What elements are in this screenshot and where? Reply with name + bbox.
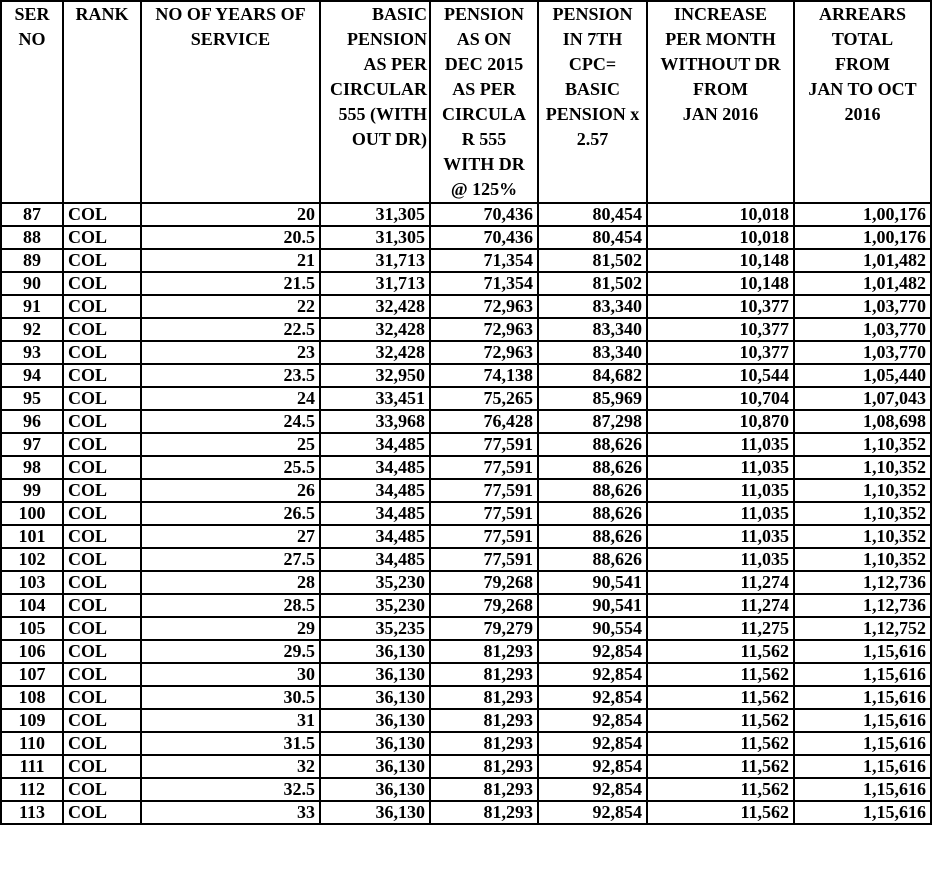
rank-cell: COL bbox=[63, 433, 141, 456]
increase-cell: 11,562 bbox=[647, 640, 794, 663]
arrears-cell: 1,10,352 bbox=[794, 433, 931, 456]
arrears-cell: 1,08,698 bbox=[794, 410, 931, 433]
pension-7th-cpc-cell: 88,626 bbox=[538, 456, 647, 479]
pension-7th-cpc-cell: 80,454 bbox=[538, 226, 647, 249]
arrears-cell: 1,15,616 bbox=[794, 640, 931, 663]
basic-pension-cell: 34,485 bbox=[320, 479, 430, 502]
basic-pension-cell: 34,485 bbox=[320, 456, 430, 479]
increase-cell: 10,704 bbox=[647, 387, 794, 410]
years-cell: 32 bbox=[141, 755, 320, 778]
pension-dec-2015-cell: 76,428 bbox=[430, 410, 538, 433]
ser-no-cell: 95 bbox=[1, 387, 63, 410]
rank-cell: COL bbox=[63, 686, 141, 709]
table-row bbox=[1, 571, 931, 594]
increase-cell: 11,035 bbox=[647, 433, 794, 456]
basic-pension-cell: 36,130 bbox=[320, 755, 430, 778]
basic-pension-cell: 32,950 bbox=[320, 364, 430, 387]
pension-dec-2015-cell: 81,293 bbox=[430, 709, 538, 732]
rank-cell: COL bbox=[63, 548, 141, 571]
ser-no-cell: 102 bbox=[1, 548, 63, 571]
arrears-cell: 1,15,616 bbox=[794, 686, 931, 709]
rank-cell: COL bbox=[63, 801, 141, 824]
ser-no-cell: 92 bbox=[1, 318, 63, 341]
basic-pension-cell: 36,130 bbox=[320, 778, 430, 801]
pension-dec-2015-cell: 81,293 bbox=[430, 663, 538, 686]
pension-7th-cpc-cell: 90,554 bbox=[538, 617, 647, 640]
basic-pension-cell: 31,713 bbox=[320, 249, 430, 272]
ser-no-cell: 94 bbox=[1, 364, 63, 387]
ser-no-cell: 98 bbox=[1, 456, 63, 479]
table-row bbox=[1, 433, 931, 456]
years-cell: 24.5 bbox=[141, 410, 320, 433]
increase-cell: 11,035 bbox=[647, 456, 794, 479]
pension-dec-2015-cell: 77,591 bbox=[430, 502, 538, 525]
pension-7th-cpc-cell: 92,854 bbox=[538, 732, 647, 755]
arrears-cell: 1,10,352 bbox=[794, 548, 931, 571]
arrears-cell: 1,12,736 bbox=[794, 571, 931, 594]
pension-dec-2015-cell: 77,591 bbox=[430, 456, 538, 479]
pension-7th-cpc-cell: 83,340 bbox=[538, 295, 647, 318]
basic-pension-cell: 31,305 bbox=[320, 226, 430, 249]
basic-pension-cell: 34,485 bbox=[320, 548, 430, 571]
pension-dec-2015-cell: 77,591 bbox=[430, 525, 538, 548]
increase-cell: 11,035 bbox=[647, 525, 794, 548]
rank-cell: COL bbox=[63, 778, 141, 801]
table-row bbox=[1, 502, 931, 525]
years-cell: 20.5 bbox=[141, 226, 320, 249]
rank-cell: COL bbox=[63, 594, 141, 617]
header-pension-dec-2015: PENSION AS ON DEC 2015 AS PER CIRCULA R 555 WITH DR @ 125% bbox=[430, 1, 538, 203]
table-row bbox=[1, 364, 931, 387]
ser-no-cell: 104 bbox=[1, 594, 63, 617]
table-row bbox=[1, 341, 931, 364]
years-cell: 26 bbox=[141, 479, 320, 502]
increase-cell: 11,562 bbox=[647, 778, 794, 801]
increase-cell: 11,562 bbox=[647, 663, 794, 686]
years-cell: 23.5 bbox=[141, 364, 320, 387]
years-cell: 28 bbox=[141, 571, 320, 594]
rank-cell: COL bbox=[63, 249, 141, 272]
increase-cell: 10,377 bbox=[647, 318, 794, 341]
years-cell: 26.5 bbox=[141, 502, 320, 525]
pension-dec-2015-cell: 77,591 bbox=[430, 548, 538, 571]
increase-cell: 11,562 bbox=[647, 709, 794, 732]
pension-dec-2015-cell: 79,279 bbox=[430, 617, 538, 640]
years-cell: 21 bbox=[141, 249, 320, 272]
pension-dec-2015-cell: 81,293 bbox=[430, 778, 538, 801]
ser-no-cell: 91 bbox=[1, 295, 63, 318]
years-cell: 23 bbox=[141, 341, 320, 364]
years-cell: 22.5 bbox=[141, 318, 320, 341]
pension-dec-2015-cell: 81,293 bbox=[430, 732, 538, 755]
rank-cell: COL bbox=[63, 456, 141, 479]
ser-no-cell: 112 bbox=[1, 778, 63, 801]
pension-7th-cpc-cell: 88,626 bbox=[538, 433, 647, 456]
table-row bbox=[1, 663, 931, 686]
increase-cell: 10,148 bbox=[647, 272, 794, 295]
rank-cell: COL bbox=[63, 640, 141, 663]
basic-pension-cell: 36,130 bbox=[320, 640, 430, 663]
pension-dec-2015-cell: 81,293 bbox=[430, 640, 538, 663]
increase-cell: 11,274 bbox=[647, 571, 794, 594]
basic-pension-cell: 34,485 bbox=[320, 525, 430, 548]
years-cell: 25.5 bbox=[141, 456, 320, 479]
rank-cell: COL bbox=[63, 410, 141, 433]
arrears-cell: 1,10,352 bbox=[794, 525, 931, 548]
ser-no-cell: 113 bbox=[1, 801, 63, 824]
pension-7th-cpc-cell: 85,969 bbox=[538, 387, 647, 410]
basic-pension-cell: 36,130 bbox=[320, 709, 430, 732]
pension-7th-cpc-cell: 92,854 bbox=[538, 778, 647, 801]
rank-cell: COL bbox=[63, 571, 141, 594]
increase-cell: 10,018 bbox=[647, 226, 794, 249]
pension-7th-cpc-cell: 88,626 bbox=[538, 502, 647, 525]
arrears-cell: 1,01,482 bbox=[794, 272, 931, 295]
ser-no-cell: 105 bbox=[1, 617, 63, 640]
rank-cell: COL bbox=[63, 226, 141, 249]
header-increase-per-month: INCREASE PER MONTH WITHOUT DR FROM JAN 2016 bbox=[647, 1, 794, 203]
pension-dec-2015-cell: 71,354 bbox=[430, 272, 538, 295]
pension-dec-2015-cell: 81,293 bbox=[430, 686, 538, 709]
arrears-cell: 1,03,770 bbox=[794, 295, 931, 318]
table-row bbox=[1, 410, 931, 433]
increase-cell: 11,562 bbox=[647, 755, 794, 778]
rank-cell: COL bbox=[63, 502, 141, 525]
rank-cell: COL bbox=[63, 755, 141, 778]
rank-cell: COL bbox=[63, 318, 141, 341]
table-row bbox=[1, 594, 931, 617]
table-row bbox=[1, 318, 931, 341]
rank-cell: COL bbox=[63, 732, 141, 755]
increase-cell: 10,377 bbox=[647, 295, 794, 318]
arrears-cell: 1,10,352 bbox=[794, 456, 931, 479]
increase-cell: 11,035 bbox=[647, 502, 794, 525]
pension-7th-cpc-cell: 92,854 bbox=[538, 663, 647, 686]
pension-dec-2015-cell: 70,436 bbox=[430, 226, 538, 249]
basic-pension-cell: 36,130 bbox=[320, 663, 430, 686]
arrears-cell: 1,07,043 bbox=[794, 387, 931, 410]
ser-no-cell: 111 bbox=[1, 755, 63, 778]
rank-cell: COL bbox=[63, 295, 141, 318]
basic-pension-cell: 34,485 bbox=[320, 433, 430, 456]
years-cell: 33 bbox=[141, 801, 320, 824]
basic-pension-cell: 36,130 bbox=[320, 686, 430, 709]
ser-no-cell: 87 bbox=[1, 203, 63, 226]
pension-7th-cpc-cell: 92,854 bbox=[538, 686, 647, 709]
header-ser-no: SER NO bbox=[1, 1, 63, 203]
rank-cell: COL bbox=[63, 364, 141, 387]
pension-dec-2015-cell: 79,268 bbox=[430, 594, 538, 617]
arrears-cell: 1,10,352 bbox=[794, 502, 931, 525]
basic-pension-cell: 33,451 bbox=[320, 387, 430, 410]
pension-dec-2015-cell: 79,268 bbox=[430, 571, 538, 594]
increase-cell: 10,018 bbox=[647, 203, 794, 226]
rank-cell: COL bbox=[63, 663, 141, 686]
arrears-cell: 1,03,770 bbox=[794, 318, 931, 341]
pension-7th-cpc-cell: 81,502 bbox=[538, 272, 647, 295]
years-cell: 27.5 bbox=[141, 548, 320, 571]
table-row bbox=[1, 456, 931, 479]
years-cell: 29 bbox=[141, 617, 320, 640]
header-years-of-service: NO OF YEARS OF SERVICE bbox=[141, 1, 320, 203]
pension-dec-2015-cell: 72,963 bbox=[430, 341, 538, 364]
table-row bbox=[1, 226, 931, 249]
arrears-cell: 1,15,616 bbox=[794, 732, 931, 755]
increase-cell: 10,544 bbox=[647, 364, 794, 387]
pension-dec-2015-cell: 71,354 bbox=[430, 249, 538, 272]
pension-7th-cpc-cell: 81,502 bbox=[538, 249, 647, 272]
table-row bbox=[1, 617, 931, 640]
years-cell: 32.5 bbox=[141, 778, 320, 801]
arrears-cell: 1,15,616 bbox=[794, 778, 931, 801]
basic-pension-cell: 31,713 bbox=[320, 272, 430, 295]
years-cell: 22 bbox=[141, 295, 320, 318]
pension-7th-cpc-cell: 92,854 bbox=[538, 640, 647, 663]
table-row bbox=[1, 249, 931, 272]
ser-no-cell: 101 bbox=[1, 525, 63, 548]
ser-no-cell: 109 bbox=[1, 709, 63, 732]
basic-pension-cell: 36,130 bbox=[320, 732, 430, 755]
table-body bbox=[1, 203, 931, 824]
ser-no-cell: 88 bbox=[1, 226, 63, 249]
arrears-cell: 1,00,176 bbox=[794, 203, 931, 226]
arrears-cell: 1,15,616 bbox=[794, 663, 931, 686]
pension-7th-cpc-cell: 92,854 bbox=[538, 801, 647, 824]
pension-7th-cpc-cell: 88,626 bbox=[538, 479, 647, 502]
years-cell: 31.5 bbox=[141, 732, 320, 755]
ser-no-cell: 106 bbox=[1, 640, 63, 663]
years-cell: 24 bbox=[141, 387, 320, 410]
increase-cell: 11,274 bbox=[647, 594, 794, 617]
pension-dec-2015-cell: 81,293 bbox=[430, 755, 538, 778]
arrears-cell: 1,12,736 bbox=[794, 594, 931, 617]
pension-dec-2015-cell: 81,293 bbox=[430, 801, 538, 824]
ser-no-cell: 107 bbox=[1, 663, 63, 686]
ser-no-cell: 110 bbox=[1, 732, 63, 755]
pension-7th-cpc-cell: 88,626 bbox=[538, 525, 647, 548]
table-row bbox=[1, 732, 931, 755]
pension-dec-2015-cell: 72,963 bbox=[430, 318, 538, 341]
increase-cell: 11,035 bbox=[647, 479, 794, 502]
years-cell: 31 bbox=[141, 709, 320, 732]
basic-pension-cell: 35,230 bbox=[320, 571, 430, 594]
table-row bbox=[1, 203, 931, 226]
rank-cell: COL bbox=[63, 203, 141, 226]
basic-pension-cell: 32,428 bbox=[320, 341, 430, 364]
basic-pension-cell: 36,130 bbox=[320, 801, 430, 824]
arrears-cell: 1,15,616 bbox=[794, 755, 931, 778]
ser-no-cell: 100 bbox=[1, 502, 63, 525]
ser-no-cell: 89 bbox=[1, 249, 63, 272]
basic-pension-cell: 35,230 bbox=[320, 594, 430, 617]
basic-pension-cell: 34,485 bbox=[320, 502, 430, 525]
pension-dec-2015-cell: 77,591 bbox=[430, 433, 538, 456]
basic-pension-cell: 33,968 bbox=[320, 410, 430, 433]
arrears-cell: 1,15,616 bbox=[794, 801, 931, 824]
pension-7th-cpc-cell: 90,541 bbox=[538, 571, 647, 594]
pension-dec-2015-cell: 77,591 bbox=[430, 479, 538, 502]
table-row bbox=[1, 548, 931, 571]
rank-cell: COL bbox=[63, 479, 141, 502]
pension-dec-2015-cell: 70,436 bbox=[430, 203, 538, 226]
table-row bbox=[1, 755, 931, 778]
ser-no-cell: 97 bbox=[1, 433, 63, 456]
basic-pension-cell: 32,428 bbox=[320, 318, 430, 341]
increase-cell: 11,562 bbox=[647, 686, 794, 709]
arrears-cell: 1,01,482 bbox=[794, 249, 931, 272]
pension-dec-2015-cell: 75,265 bbox=[430, 387, 538, 410]
rank-cell: COL bbox=[63, 272, 141, 295]
table-row bbox=[1, 778, 931, 801]
increase-cell: 11,562 bbox=[647, 801, 794, 824]
pension-7th-cpc-cell: 80,454 bbox=[538, 203, 647, 226]
years-cell: 25 bbox=[141, 433, 320, 456]
ser-no-cell: 90 bbox=[1, 272, 63, 295]
increase-cell: 10,870 bbox=[647, 410, 794, 433]
table-row bbox=[1, 479, 931, 502]
increase-cell: 11,562 bbox=[647, 732, 794, 755]
table-row bbox=[1, 709, 931, 732]
arrears-cell: 1,03,770 bbox=[794, 341, 931, 364]
rank-cell: COL bbox=[63, 709, 141, 732]
basic-pension-cell: 31,305 bbox=[320, 203, 430, 226]
years-cell: 27 bbox=[141, 525, 320, 548]
table-row bbox=[1, 686, 931, 709]
years-cell: 30.5 bbox=[141, 686, 320, 709]
years-cell: 21.5 bbox=[141, 272, 320, 295]
pension-dec-2015-cell: 72,963 bbox=[430, 295, 538, 318]
header-rank: RANK bbox=[63, 1, 141, 203]
years-cell: 30 bbox=[141, 663, 320, 686]
arrears-cell: 1,00,176 bbox=[794, 226, 931, 249]
ser-no-cell: 96 bbox=[1, 410, 63, 433]
arrears-cell: 1,10,352 bbox=[794, 479, 931, 502]
arrears-cell: 1,05,440 bbox=[794, 364, 931, 387]
arrears-cell: 1,15,616 bbox=[794, 709, 931, 732]
header-arrears-total: ARREARS TOTAL FROM JAN TO OCT 2016 bbox=[794, 1, 931, 203]
pension-7th-cpc-cell: 83,340 bbox=[538, 341, 647, 364]
rank-cell: COL bbox=[63, 387, 141, 410]
basic-pension-cell: 35,235 bbox=[320, 617, 430, 640]
increase-cell: 10,148 bbox=[647, 249, 794, 272]
increase-cell: 11,275 bbox=[647, 617, 794, 640]
increase-cell: 11,035 bbox=[647, 548, 794, 571]
table-row bbox=[1, 525, 931, 548]
rank-cell: COL bbox=[63, 525, 141, 548]
years-cell: 28.5 bbox=[141, 594, 320, 617]
basic-pension-cell: 32,428 bbox=[320, 295, 430, 318]
ser-no-cell: 108 bbox=[1, 686, 63, 709]
pension-7th-cpc-cell: 88,626 bbox=[538, 548, 647, 571]
ser-no-cell: 99 bbox=[1, 479, 63, 502]
table-row bbox=[1, 640, 931, 663]
pension-7th-cpc-cell: 87,298 bbox=[538, 410, 647, 433]
table-row bbox=[1, 801, 931, 824]
increase-cell: 10,377 bbox=[647, 341, 794, 364]
header-pension-7th-cpc: PENSION IN 7TH CPC= BASIC PENSION x 2.57 bbox=[538, 1, 647, 203]
pension-7th-cpc-cell: 90,541 bbox=[538, 594, 647, 617]
rank-cell: COL bbox=[63, 341, 141, 364]
pension-7th-cpc-cell: 92,854 bbox=[538, 755, 647, 778]
pension-7th-cpc-cell: 92,854 bbox=[538, 709, 647, 732]
pension-dec-2015-cell: 74,138 bbox=[430, 364, 538, 387]
years-cell: 20 bbox=[141, 203, 320, 226]
table-row bbox=[1, 295, 931, 318]
ser-no-cell: 103 bbox=[1, 571, 63, 594]
table-row bbox=[1, 272, 931, 295]
years-cell: 29.5 bbox=[141, 640, 320, 663]
header-row bbox=[1, 1, 931, 203]
header-basic-pension: BASIC PENSION AS PER CIRCULAR 555 (WITH OUT DR) bbox=[320, 1, 430, 203]
pension-7th-cpc-cell: 83,340 bbox=[538, 318, 647, 341]
pension-7th-cpc-cell: 84,682 bbox=[538, 364, 647, 387]
arrears-cell: 1,12,752 bbox=[794, 617, 931, 640]
rank-cell: COL bbox=[63, 617, 141, 640]
ser-no-cell: 93 bbox=[1, 341, 63, 364]
table-row bbox=[1, 387, 931, 410]
